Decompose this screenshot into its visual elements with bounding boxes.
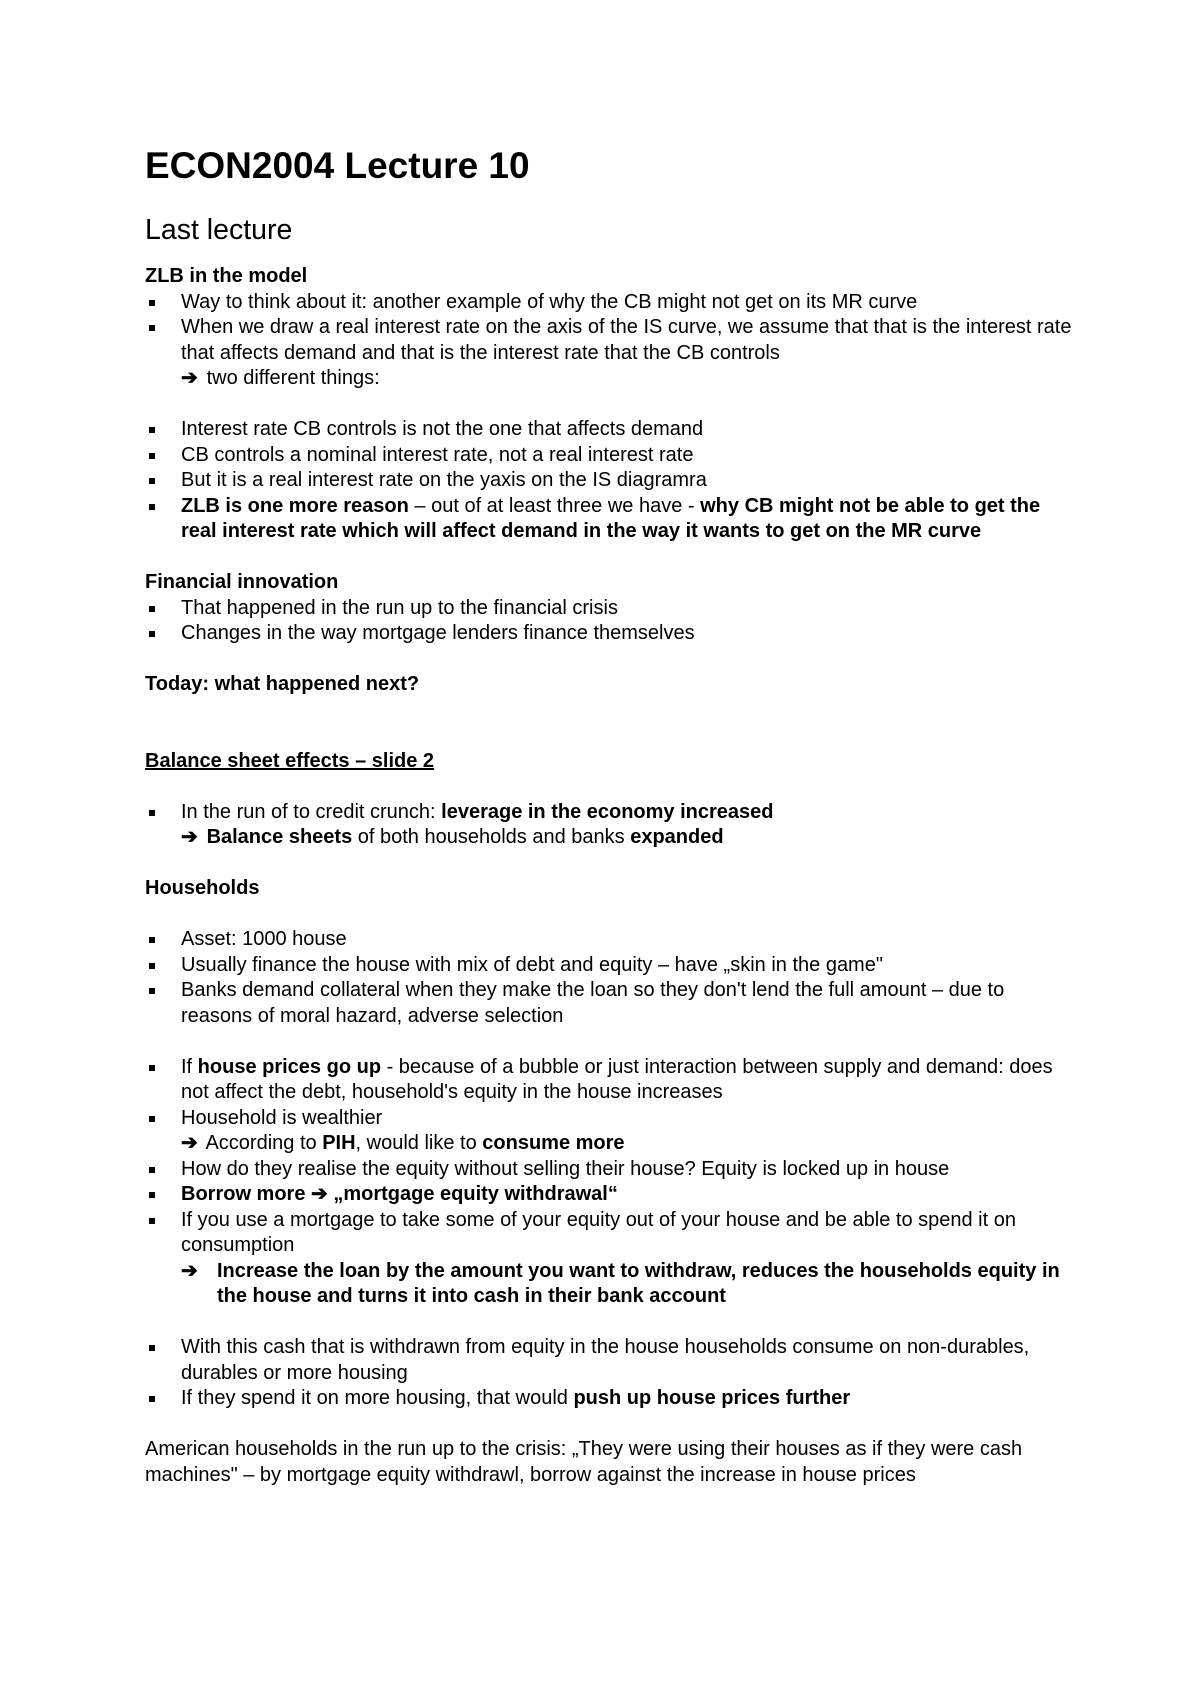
households-list-4 [145, 1335, 1075, 1412]
arrow-icon: ➔ [181, 367, 198, 389]
document-title: ECON2004 Lecture 10 [145, 145, 530, 186]
list-item: Borrow more ➔ „mortgage equity withdrawal“ [145, 1182, 1075, 1208]
list-item: Way to think about it: another example of why the CB might not get on its MR curve [145, 290, 1075, 316]
list-item: Interest rate CB controls is not the one that affects demand [145, 417, 1075, 443]
list-item: Changes in the way mortgage lenders finance themselves [145, 621, 1075, 647]
section-balance-sheet [145, 749, 1075, 851]
document-content [145, 141, 1075, 1488]
arrow-icon: ➔ [181, 826, 198, 848]
list-item: With this cash that is withdrawn from equity in the house households consume on non-durables, durables or more housing [145, 1335, 1075, 1386]
arrow-icon: ➔ [181, 1132, 198, 1154]
zlb-list-2 [145, 417, 1075, 545]
section-zlb [145, 264, 1075, 545]
households-list-1 [145, 927, 1075, 1029]
list-item: Banks demand collateral when they make the loan so they don't lend the full amount – due to reasons of moral hazard, adverse selection [145, 978, 1075, 1029]
arrow-icon: ➔ [181, 1259, 198, 1282]
balance-heading: Balance sheet effects – slide 2 [145, 749, 435, 772]
fin-heading: Financial innovation [145, 571, 339, 593]
households-heading: Households [145, 877, 260, 899]
households-list-3 [145, 1157, 1075, 1259]
list-item: But it is a real interest rate on the yaxis on the IS diagramra [145, 468, 1075, 494]
list-item: How do they realise the equity without selling their house? Equity is locked up in house [145, 1157, 1075, 1183]
zlb-list-1 [145, 290, 1075, 367]
list-item: When we draw a real interest rate on the axis of the IS curve, we assume that that is the interest rate that affects demand and that is the interest rate that the CB controls [145, 315, 1075, 366]
list-item: In the run of to credit crunch: leverage in the economy increased [145, 800, 1075, 826]
list-item: Asset: 1000 house [145, 927, 1075, 953]
fin-list [145, 596, 1075, 647]
list-item: If you use a mortgage to take some of your equity out of your house and be able to spend it on consumption [145, 1208, 1075, 1259]
list-item: That happened in the run up to the financial crisis [145, 596, 1075, 622]
section-households [145, 876, 1075, 1412]
arrow-note: ➔ Increase the loan by the amount you want to withdraw, reduces the households equity in the house and turns it into cash in their bank account [181, 1259, 1060, 1307]
list-item: Household is wealthier [145, 1106, 1075, 1132]
today-heading: Today: what happened next? [145, 673, 420, 695]
list-item: Usually finance the house with mix of debt and equity – have „skin in the game" [145, 953, 1075, 979]
list-item: ZLB is one more reason – out of at least three we have - why CB might not be able to get the real interest rate which will affect demand in the way it wants to get on the MR curve [145, 494, 1075, 545]
arrow-note: ➔ two different things: [145, 366, 1075, 392]
section-financial-innovation [145, 570, 1075, 647]
closing-paragraph: American households in the run up to the crisis: „They were using their houses as if they were cash machines" – by mortgage equity withdrawl, borrow against the increase in house prices [145, 1438, 1023, 1486]
list-item: If house prices go up - because of a bubble or just interaction between supply and demand: does not affect the debt, household's equity in the house increases [145, 1055, 1075, 1106]
section-heading-last-lecture: Last lecture [145, 214, 293, 246]
list-item: If they spend it on more housing, that would push up house prices further [145, 1386, 1075, 1412]
zlb-heading: ZLB in the model [145, 265, 308, 287]
list-item: CB controls a nominal interest rate, not a real interest rate [145, 443, 1075, 469]
balance-list [145, 800, 1075, 826]
arrow-note: ➔ According to PIH, would like to consume more [145, 1131, 1075, 1157]
households-list-2 [145, 1055, 1075, 1132]
arrow-icon: ➔ [311, 1183, 328, 1205]
arrow-note: ➔ Balance sheets of both households and banks expanded [145, 825, 1075, 851]
